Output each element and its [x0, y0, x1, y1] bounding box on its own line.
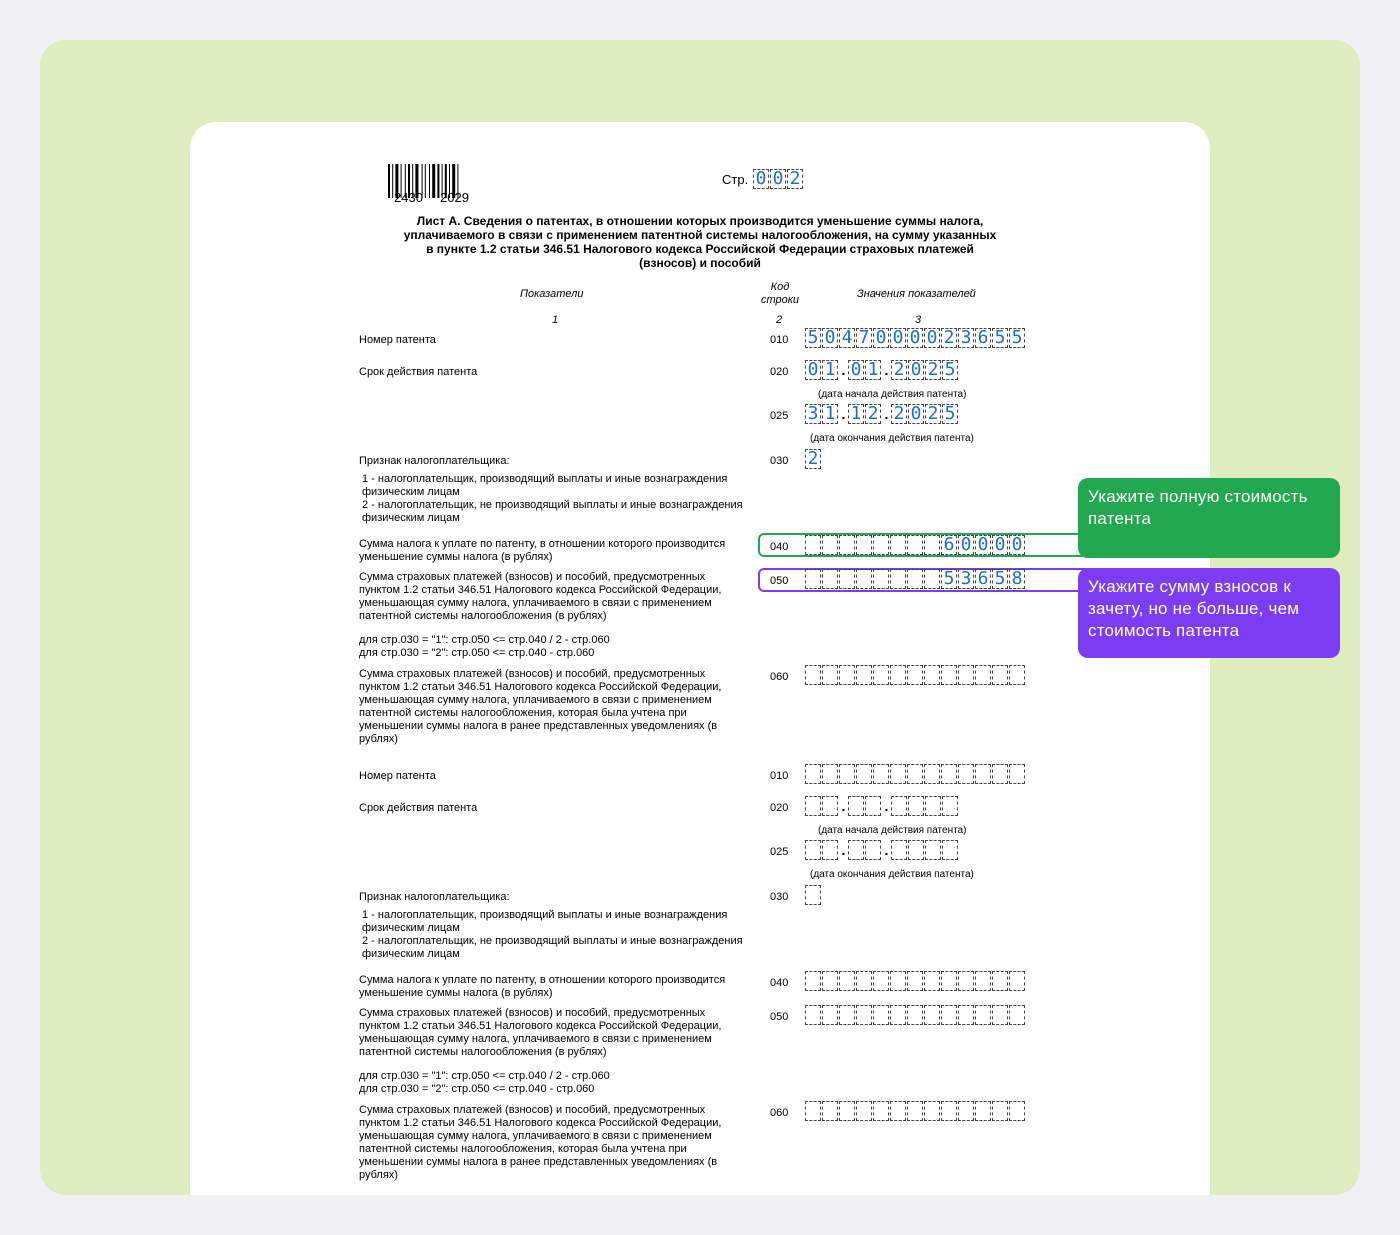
digit-cell[interactable]: 0 — [908, 360, 924, 380]
digit-cell[interactable] — [805, 535, 821, 555]
hint-start-date-2: (дата начала действия патента) — [818, 825, 967, 836]
digit-cell[interactable] — [958, 971, 974, 991]
digit-cell[interactable] — [856, 569, 872, 589]
digit-cell[interactable] — [873, 665, 889, 685]
prior-sum-cells-1 — [805, 665, 1026, 685]
digit-cell[interactable] — [873, 971, 889, 991]
digit-cell[interactable]: 2 — [865, 404, 881, 424]
formula-note-1: для стр.030 = "1": стр.050 <= стр.040 / 2 - стр.060 для стр.030 = "2": стр.050 <= стр.040 - стр.060 — [359, 634, 610, 659]
digit-cell[interactable] — [942, 796, 958, 816]
date-separator: . — [884, 362, 889, 378]
sign-option-2-2: 2 - налогоплательщик, не производящий выплаты и иные вознаграждения физическим лицам — [362, 935, 743, 960]
digit-cell[interactable] — [941, 971, 957, 991]
taxpayer-sign-cell-2 — [805, 885, 822, 905]
digit-cell[interactable] — [873, 569, 889, 589]
digit-cell[interactable] — [856, 535, 872, 555]
digit-cell[interactable]: 2 — [891, 404, 907, 424]
digit-cell[interactable] — [925, 840, 941, 860]
column-number-1: 1 — [552, 314, 559, 326]
code-040-1: 040 — [770, 541, 789, 553]
digit-cell[interactable] — [924, 665, 940, 685]
label-taxpayer-sign-2: Признак налогоплательщика: — [359, 891, 510, 903]
digit-cell[interactable] — [992, 971, 1008, 991]
code-030-2: 030 — [770, 891, 789, 903]
code-025-1: 025 — [770, 410, 789, 422]
tax-sum-cells-1 — [805, 535, 1026, 555]
code-025-2: 025 — [770, 846, 789, 858]
digit-cell[interactable] — [822, 796, 838, 816]
digit-cell[interactable] — [856, 764, 872, 784]
sign-option-2-1: 2 - налогоплательщик, не производящий выплаты и иные вознаграждения физическим лицам — [362, 499, 743, 524]
digit-cell[interactable] — [890, 569, 906, 589]
digit-cell[interactable] — [992, 665, 1008, 685]
digit-cell[interactable] — [865, 840, 881, 860]
digit-cell[interactable] — [1009, 665, 1025, 685]
insurance-sum-cells-2 — [805, 1005, 1026, 1025]
digit-cell[interactable]: 1 — [865, 360, 881, 380]
code-050-1: 050 — [770, 575, 789, 587]
label-patent-number-1: Номер патента — [359, 334, 436, 346]
digit-cell[interactable] — [822, 1005, 838, 1025]
insurance-sum-cells-1 — [805, 569, 1026, 589]
digit-cell[interactable] — [822, 840, 838, 860]
digit-cell[interactable]: 0 — [770, 169, 786, 189]
digit-cell[interactable] — [822, 569, 838, 589]
digit-cell[interactable] — [890, 1005, 906, 1025]
digit-cell[interactable]: 0 — [992, 535, 1008, 555]
digit-cell[interactable]: 2 — [925, 360, 941, 380]
digit-cell[interactable]: 1 — [822, 360, 838, 380]
sign-option-1-2: 1 - налогоплательщик, производящий выплаты и иные вознаграждения физическим лицам — [362, 909, 728, 934]
label-tax-sum-2: Сумма налога к уплате по патенту, в отношении которого производится уменьшение суммы налога (в рублях) — [359, 974, 726, 999]
digit-cell[interactable] — [848, 796, 864, 816]
digit-cell[interactable] — [822, 535, 838, 555]
digit-cell[interactable] — [907, 569, 923, 589]
label-patent-number-2: Номер патента — [359, 770, 436, 782]
digit-cell[interactable]: 0 — [873, 328, 889, 348]
digit-cell[interactable]: 6 — [975, 328, 991, 348]
digit-cell[interactable] — [856, 971, 872, 991]
digit-cell[interactable]: 0 — [805, 360, 821, 380]
digit-cell[interactable] — [975, 1005, 991, 1025]
digit-cell[interactable] — [1009, 764, 1025, 784]
digit-cell[interactable] — [865, 796, 881, 816]
digit-cell[interactable]: 0 — [890, 328, 906, 348]
code-020-2: 020 — [770, 802, 789, 814]
digit-cell[interactable] — [890, 764, 906, 784]
digit-cell[interactable]: 1 — [848, 404, 864, 424]
code-050-2: 050 — [770, 1011, 789, 1023]
patent-end-date-cells-1 — [805, 404, 959, 424]
digit-cell[interactable]: 0 — [822, 328, 838, 348]
digit-cell[interactable] — [975, 971, 991, 991]
digit-cell[interactable]: 5 — [1009, 328, 1025, 348]
label-patent-term-2: Срок действия патента — [359, 802, 478, 814]
digit-cell[interactable] — [992, 1101, 1008, 1121]
callout-insurance-limit: Укажите сумму взносов к зачету, но не больше, чем стоимость патента — [1078, 568, 1340, 658]
digit-cell[interactable] — [891, 796, 907, 816]
date-separator: . — [841, 406, 846, 422]
digit-cell[interactable]: 1 — [822, 404, 838, 424]
digit-cell[interactable] — [856, 1005, 872, 1025]
date-separator: . — [841, 798, 846, 814]
date-separator: . — [884, 406, 889, 422]
patent-number-cells-1 — [805, 328, 1026, 348]
digit-cell[interactable]: 0 — [975, 535, 991, 555]
digit-cell[interactable]: 5 — [805, 328, 821, 348]
tax-sum-cells-2 — [805, 971, 1026, 991]
label-prior-sum-1: Сумма страховых платежей (взносов) и пособий, предусмотренных пунктом 1.2 статьи 346.51 Налогового кодекса Российской Федерации, уменьшающая сумму налога, уплачиваемого в связи с применением патентной системы налогообложения, которая была учтена при уменьшении суммы налога в ранее представленных уведомлениях (в рублях) — [359, 668, 722, 745]
digit-cell[interactable]: 3 — [958, 328, 974, 348]
digit-cell[interactable] — [958, 764, 974, 784]
digit-cell[interactable] — [924, 1005, 940, 1025]
digit-cell[interactable] — [907, 1101, 923, 1121]
digit-cell[interactable] — [941, 1101, 957, 1121]
digit-cell[interactable] — [958, 1005, 974, 1025]
column-header-indicators: Показатели — [520, 288, 584, 300]
digit-cell[interactable]: 6 — [941, 535, 957, 555]
digit-cell[interactable] — [805, 971, 821, 991]
sign-option-1-1: 1 - налогоплательщик, производящий выплаты и иные вознаграждения физическим лицам — [362, 473, 728, 498]
digit-cell[interactable] — [839, 535, 855, 555]
digit-cell[interactable] — [805, 796, 821, 816]
digit-cell[interactable] — [908, 796, 924, 816]
digit-cell[interactable]: 0 — [753, 169, 769, 189]
digit-cell[interactable]: 2 — [941, 328, 957, 348]
date-separator: . — [884, 842, 889, 858]
digit-cell[interactable] — [907, 665, 923, 685]
form-sheet — [190, 122, 1210, 1195]
code-010-1: 010 — [770, 334, 789, 346]
label-patent-term-1: Срок действия патента — [359, 366, 478, 378]
digit-cell[interactable] — [1009, 1005, 1025, 1025]
column-header-values: Значения показателей — [857, 288, 976, 300]
column-header-code: Код строки — [760, 281, 800, 306]
date-separator: . — [841, 842, 846, 858]
digit-cell[interactable] — [975, 1101, 991, 1121]
digit-cell[interactable] — [907, 971, 923, 991]
digit-cell[interactable]: 5 — [942, 404, 958, 424]
digit-cell[interactable]: 5 — [942, 360, 958, 380]
digit-cell[interactable] — [805, 764, 821, 784]
digit-cell[interactable] — [975, 764, 991, 784]
column-number-3: 3 — [915, 314, 922, 326]
digit-cell[interactable]: 2 — [891, 360, 907, 380]
digit-cell[interactable] — [873, 1005, 889, 1025]
digit-cell[interactable]: 0 — [848, 360, 864, 380]
digit-cell[interactable] — [1009, 1101, 1025, 1121]
digit-cell[interactable] — [890, 535, 906, 555]
digit-cell[interactable]: 2 — [787, 169, 803, 189]
digit-cell[interactable] — [805, 569, 821, 589]
digit-cell[interactable]: 5 — [941, 569, 957, 589]
page-label: Стр. — [722, 172, 749, 187]
digit-cell[interactable] — [891, 840, 907, 860]
digit-cell[interactable] — [805, 840, 821, 860]
digit-cell[interactable] — [975, 665, 991, 685]
digit-cell[interactable] — [805, 1101, 821, 1121]
digit-cell[interactable] — [958, 665, 974, 685]
column-number-2: 2 — [776, 314, 783, 326]
code-030-1: 030 — [770, 455, 789, 467]
digit-cell[interactable]: 5 — [992, 569, 1008, 589]
digit-cell[interactable] — [856, 1101, 872, 1121]
code-040-2: 040 — [770, 977, 789, 989]
digit-cell[interactable] — [942, 840, 958, 860]
date-separator: . — [841, 362, 846, 378]
digit-cell[interactable]: 0 — [1009, 535, 1025, 555]
digit-cell[interactable] — [856, 665, 872, 685]
digit-cell[interactable] — [839, 569, 855, 589]
digit-cell[interactable] — [839, 1101, 855, 1121]
digit-cell[interactable]: 8 — [1009, 569, 1025, 589]
label-insurance-sum-2: Сумма страховых платежей (взносов) и пособий, предусмотренных пунктом 1.2 статьи 346.51 Налогового кодекса Российской Федерации, уменьшающая сумму налога, уплачиваемого в связи с применением патентной системы налогообложения (в рублях) — [359, 1007, 722, 1058]
digit-cell[interactable] — [907, 1005, 923, 1025]
patent-end-date-cells-2 — [805, 840, 959, 860]
sheet-title: Лист А. Сведения о патентах, в отношении которых производится уменьшение суммы налога, уплачиваемого в связи с применением патентной системы налогообложения, на сумму указанных в пункте 1.2 статьи 346.51 Налогового кодекса Российской Федерации страховых платежей (взносов) и пособий — [403, 214, 997, 270]
digit-cell[interactable] — [822, 971, 838, 991]
digit-cell[interactable]: 0 — [958, 535, 974, 555]
digit-cell[interactable] — [839, 1005, 855, 1025]
digit-cell[interactable] — [1009, 971, 1025, 991]
digit-cell[interactable] — [805, 665, 821, 685]
label-taxpayer-sign-1: Признак налогоплательщика: — [359, 455, 510, 467]
digit-cell[interactable] — [805, 1005, 821, 1025]
digit-cell[interactable] — [925, 796, 941, 816]
callout-full-cost: Укажите полную стоимость патента — [1078, 478, 1340, 558]
code-010-2: 010 — [770, 770, 789, 782]
digit-cell[interactable] — [924, 971, 940, 991]
digit-cell[interactable] — [907, 535, 923, 555]
hint-end-date-2: (дата окончания действия патента) — [810, 869, 974, 880]
digit-cell[interactable] — [873, 535, 889, 555]
digit-cell[interactable] — [924, 569, 940, 589]
barcode-number-right: 2029 — [440, 190, 469, 205]
digit-cell[interactable] — [908, 840, 924, 860]
code-060-2: 060 — [770, 1107, 789, 1119]
hint-end-date-1: (дата окончания действия патента) — [810, 433, 974, 444]
digit-cell[interactable] — [992, 764, 1008, 784]
digit-cell[interactable]: 0 — [907, 328, 923, 348]
digit-cell[interactable] — [822, 764, 838, 784]
prior-sum-cells-2 — [805, 1101, 1026, 1121]
digit-cell[interactable] — [924, 535, 940, 555]
hint-start-date-1: (дата начала действия патента) — [818, 389, 967, 400]
barcode-number-left: 2430 — [394, 190, 423, 205]
digit-cell[interactable] — [924, 764, 940, 784]
digit-cell[interactable]: 4 — [839, 328, 855, 348]
digit-cell[interactable] — [941, 764, 957, 784]
digit-cell[interactable] — [924, 1101, 940, 1121]
digit-cell[interactable] — [848, 840, 864, 860]
digit-cell[interactable] — [822, 665, 838, 685]
formula-note-2: для стр.030 = "1": стр.050 <= стр.040 / 2 - стр.060 для стр.030 = "2": стр.050 <= стр.040 - стр.060 — [359, 1070, 610, 1095]
label-prior-sum-2: Сумма страховых платежей (взносов) и пособий, предусмотренных пунктом 1.2 статьи 346.51 Налогового кодекса Российской Федерации, уменьшающая сумму налога, уплачиваемого в связи с применением патентной системы налогообложения, которая была учтена при уменьшении суммы налога в ранее представленных уведомлениях (в рублях) — [359, 1104, 722, 1181]
digit-cell[interactable] — [958, 1101, 974, 1121]
digit-cell[interactable] — [805, 885, 821, 905]
digit-cell[interactable] — [839, 764, 855, 784]
digit-cell[interactable]: 2 — [805, 449, 821, 469]
digit-cell[interactable]: 3 — [958, 569, 974, 589]
patent-start-date-cells-1 — [805, 360, 959, 380]
taxpayer-sign-cell-1 — [805, 449, 822, 469]
code-020-1: 020 — [770, 366, 789, 378]
digit-cell[interactable] — [873, 764, 889, 784]
digit-cell[interactable]: 6 — [975, 569, 991, 589]
digit-cell[interactable] — [839, 971, 855, 991]
label-tax-sum-1: Сумма налога к уплате по патенту, в отношении которого производится уменьшение суммы налога (в рублях) — [359, 538, 726, 563]
digit-cell[interactable] — [839, 665, 855, 685]
digit-cell[interactable] — [873, 1101, 889, 1121]
digit-cell[interactable] — [822, 1101, 838, 1121]
digit-cell[interactable]: 0 — [908, 404, 924, 424]
digit-cell[interactable] — [941, 1005, 957, 1025]
label-insurance-sum-1: Сумма страховых платежей (взносов) и пособий, предусмотренных пунктом 1.2 статьи 346.51 Налогового кодекса Российской Федерации, уменьшающая сумму налога, уплачиваемого в связи с применением патентной системы налогообложения (в рублях) — [359, 571, 722, 622]
digit-cell[interactable]: 3 — [805, 404, 821, 424]
digit-cell[interactable] — [890, 971, 906, 991]
patent-start-date-cells-2 — [805, 796, 959, 816]
code-060-1: 060 — [770, 671, 789, 683]
digit-cell[interactable]: 5 — [992, 328, 1008, 348]
patent-number-cells-2 — [805, 764, 1026, 784]
page-number-cells — [753, 169, 804, 189]
digit-cell[interactable]: 7 — [856, 328, 872, 348]
digit-cell[interactable] — [992, 1005, 1008, 1025]
digit-cell[interactable] — [907, 764, 923, 784]
date-separator: . — [884, 798, 889, 814]
digit-cell[interactable]: 2 — [925, 404, 941, 424]
digit-cell[interactable] — [890, 1101, 906, 1121]
digit-cell[interactable] — [941, 665, 957, 685]
digit-cell[interactable]: 0 — [924, 328, 940, 348]
digit-cell[interactable] — [890, 665, 906, 685]
background-frame — [40, 40, 1360, 1195]
